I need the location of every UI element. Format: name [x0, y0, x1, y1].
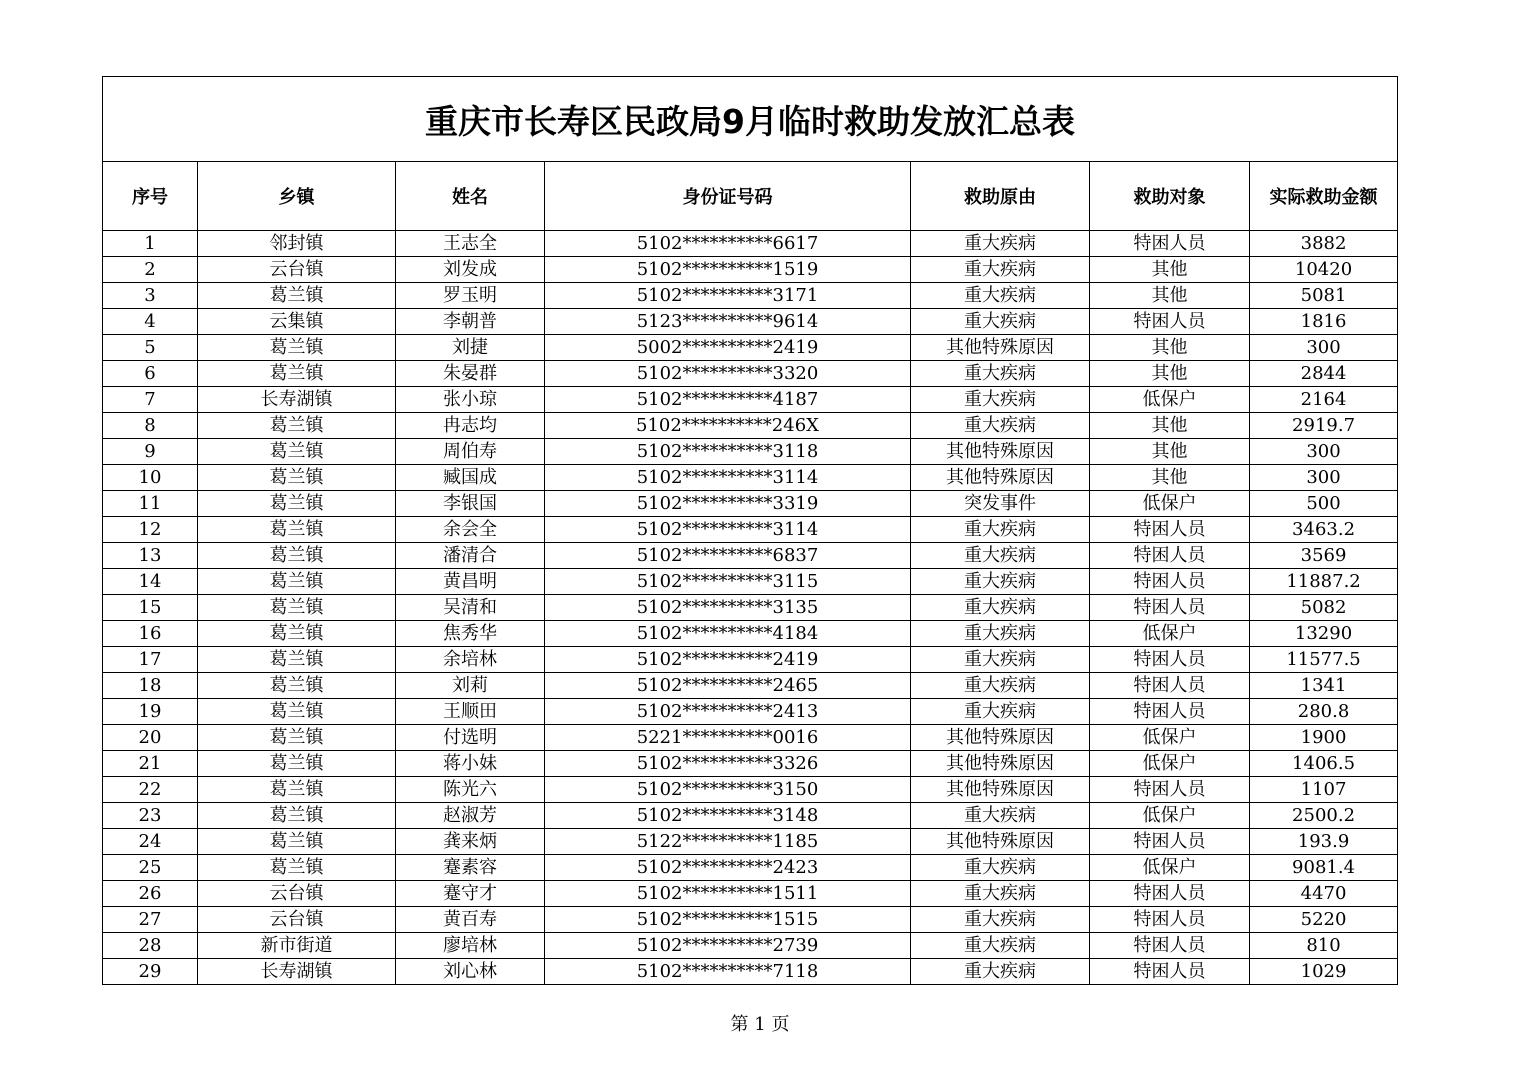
cell-recipient-type: 特困人员 [1090, 933, 1250, 959]
cell-index: 18 [103, 673, 198, 699]
cell-amount: 3569 [1250, 543, 1398, 569]
table-row [103, 959, 1398, 985]
cell-reason: 重大疾病 [911, 517, 1090, 543]
cell-index: 20 [103, 725, 198, 751]
cell-index: 22 [103, 777, 198, 803]
cell-index: 23 [103, 803, 198, 829]
cell-town: 葛兰镇 [198, 361, 396, 387]
cell-name: 廖培林 [396, 933, 545, 959]
cell-recipient-type: 特困人员 [1090, 543, 1250, 569]
cell-reason: 重大疾病 [911, 647, 1090, 673]
cell-recipient-type: 低保户 [1090, 725, 1250, 751]
cell-amount: 2500.2 [1250, 803, 1398, 829]
cell-amount: 1029 [1250, 959, 1398, 985]
cell-index: 25 [103, 855, 198, 881]
cell-id-number: 5102**********1519 [545, 257, 911, 283]
cell-reason: 其他特殊原因 [911, 777, 1090, 803]
cell-id-number: 5102**********3150 [545, 777, 911, 803]
cell-index: 4 [103, 309, 198, 335]
cell-town: 葛兰镇 [198, 751, 396, 777]
cell-id-number: 5102**********246X [545, 413, 911, 439]
cell-name: 周伯寿 [396, 439, 545, 465]
cell-amount: 10420 [1250, 257, 1398, 283]
cell-name: 张小琼 [396, 387, 545, 413]
cell-town: 云集镇 [198, 309, 396, 335]
cell-name: 刘心林 [396, 959, 545, 985]
cell-id-number: 5102**********7118 [545, 959, 911, 985]
header-recipient-type: 救助对象 [1090, 162, 1250, 231]
page-title: 重庆市长寿区民政局9月临时救助发放汇总表 [103, 77, 1398, 162]
cell-town: 葛兰镇 [198, 517, 396, 543]
cell-recipient-type: 其他 [1090, 361, 1250, 387]
cell-town: 葛兰镇 [198, 673, 396, 699]
cell-name: 罗玉明 [396, 283, 545, 309]
table-row [103, 257, 1398, 283]
cell-name: 王志全 [396, 231, 545, 257]
table-row [103, 231, 1398, 257]
table-body [103, 231, 1398, 985]
cell-name: 龚来炳 [396, 829, 545, 855]
table-row [103, 881, 1398, 907]
cell-amount: 5081 [1250, 283, 1398, 309]
cell-reason: 其他特殊原因 [911, 465, 1090, 491]
cell-index: 28 [103, 933, 198, 959]
cell-town: 葛兰镇 [198, 777, 396, 803]
cell-amount: 2164 [1250, 387, 1398, 413]
table-row [103, 647, 1398, 673]
cell-id-number: 5102**********3114 [545, 465, 911, 491]
cell-name: 余会全 [396, 517, 545, 543]
cell-id-number: 5102**********3135 [545, 595, 911, 621]
cell-id-number: 5102**********1511 [545, 881, 911, 907]
cell-name: 蹇守才 [396, 881, 545, 907]
header-id-number: 身份证号码 [545, 162, 911, 231]
table-row [103, 595, 1398, 621]
cell-index: 6 [103, 361, 198, 387]
cell-id-number: 5102**********2465 [545, 673, 911, 699]
cell-reason: 重大疾病 [911, 361, 1090, 387]
cell-index: 12 [103, 517, 198, 543]
cell-amount: 4470 [1250, 881, 1398, 907]
cell-index: 26 [103, 881, 198, 907]
cell-name: 蒋小妹 [396, 751, 545, 777]
cell-name: 李银国 [396, 491, 545, 517]
cell-reason: 重大疾病 [911, 413, 1090, 439]
cell-index: 7 [103, 387, 198, 413]
cell-amount: 2844 [1250, 361, 1398, 387]
cell-town: 葛兰镇 [198, 699, 396, 725]
cell-reason: 重大疾病 [911, 621, 1090, 647]
cell-name: 余培林 [396, 647, 545, 673]
cell-town: 葛兰镇 [198, 465, 396, 491]
cell-name: 李朝普 [396, 309, 545, 335]
cell-index: 24 [103, 829, 198, 855]
cell-index: 10 [103, 465, 198, 491]
cell-town: 葛兰镇 [198, 439, 396, 465]
table-row [103, 777, 1398, 803]
cell-index: 1 [103, 231, 198, 257]
cell-town: 云台镇 [198, 881, 396, 907]
cell-name: 黄百寿 [396, 907, 545, 933]
cell-id-number: 5102**********2423 [545, 855, 911, 881]
table-row [103, 907, 1398, 933]
cell-id-number: 5102**********3320 [545, 361, 911, 387]
cell-amount: 5220 [1250, 907, 1398, 933]
cell-recipient-type: 特困人员 [1090, 569, 1250, 595]
table-row [103, 725, 1398, 751]
cell-id-number: 5102**********2419 [545, 647, 911, 673]
cell-reason: 重大疾病 [911, 595, 1090, 621]
cell-id-number: 5102**********2413 [545, 699, 911, 725]
cell-id-number: 5102**********6617 [545, 231, 911, 257]
cell-reason: 突发事件 [911, 491, 1090, 517]
cell-reason: 重大疾病 [911, 257, 1090, 283]
cell-id-number: 5102**********3148 [545, 803, 911, 829]
cell-recipient-type: 特困人员 [1090, 595, 1250, 621]
cell-recipient-type: 其他 [1090, 283, 1250, 309]
table-row [103, 335, 1398, 361]
cell-town: 葛兰镇 [198, 829, 396, 855]
cell-amount: 11577.5 [1250, 647, 1398, 673]
cell-reason: 其他特殊原因 [911, 725, 1090, 751]
cell-name: 潘清合 [396, 543, 545, 569]
table-row [103, 439, 1398, 465]
cell-id-number: 5221**********0016 [545, 725, 911, 751]
table-row [103, 309, 1398, 335]
cell-name: 付选明 [396, 725, 545, 751]
cell-id-number: 5102**********3326 [545, 751, 911, 777]
cell-index: 27 [103, 907, 198, 933]
cell-amount: 500 [1250, 491, 1398, 517]
cell-amount: 1406.5 [1250, 751, 1398, 777]
cell-index: 16 [103, 621, 198, 647]
header-town: 乡镇 [198, 162, 396, 231]
header-name: 姓名 [396, 162, 545, 231]
cell-id-number: 5102**********3171 [545, 283, 911, 309]
header-index: 序号 [103, 162, 198, 231]
cell-town: 葛兰镇 [198, 803, 396, 829]
cell-reason: 重大疾病 [911, 699, 1090, 725]
cell-id-number: 5122**********1185 [545, 829, 911, 855]
cell-town: 葛兰镇 [198, 413, 396, 439]
cell-index: 29 [103, 959, 198, 985]
cell-reason: 重大疾病 [911, 231, 1090, 257]
cell-amount: 300 [1250, 465, 1398, 491]
cell-index: 2 [103, 257, 198, 283]
cell-reason: 其他特殊原因 [911, 439, 1090, 465]
cell-recipient-type: 特困人员 [1090, 699, 1250, 725]
cell-recipient-type: 低保户 [1090, 491, 1250, 517]
cell-id-number: 5102**********3319 [545, 491, 911, 517]
cell-index: 3 [103, 283, 198, 309]
cell-reason: 重大疾病 [911, 543, 1090, 569]
cell-recipient-type: 特困人员 [1090, 959, 1250, 985]
cell-index: 11 [103, 491, 198, 517]
cell-reason: 重大疾病 [911, 959, 1090, 985]
table-row [103, 673, 1398, 699]
cell-town: 新市街道 [198, 933, 396, 959]
cell-reason: 重大疾病 [911, 569, 1090, 595]
cell-town: 葛兰镇 [198, 855, 396, 881]
table-row [103, 699, 1398, 725]
cell-recipient-type: 特困人员 [1090, 517, 1250, 543]
cell-amount: 300 [1250, 335, 1398, 361]
cell-name: 刘发成 [396, 257, 545, 283]
cell-id-number: 5102**********3115 [545, 569, 911, 595]
cell-reason: 重大疾病 [911, 387, 1090, 413]
cell-town: 葛兰镇 [198, 621, 396, 647]
cell-town: 葛兰镇 [198, 595, 396, 621]
cell-name: 刘捷 [396, 335, 545, 361]
cell-reason: 重大疾病 [911, 881, 1090, 907]
cell-reason: 重大疾病 [911, 855, 1090, 881]
cell-reason: 重大疾病 [911, 283, 1090, 309]
cell-id-number: 5123**********9614 [545, 309, 911, 335]
cell-id-number: 5002**********2419 [545, 335, 911, 361]
cell-recipient-type: 低保户 [1090, 803, 1250, 829]
cell-town: 云台镇 [198, 257, 396, 283]
table-row [103, 361, 1398, 387]
cell-amount: 3463.2 [1250, 517, 1398, 543]
table-row [103, 491, 1398, 517]
cell-reason: 重大疾病 [911, 933, 1090, 959]
cell-town: 长寿湖镇 [198, 387, 396, 413]
cell-town: 葛兰镇 [198, 283, 396, 309]
cell-town: 葛兰镇 [198, 335, 396, 361]
table-row [103, 283, 1398, 309]
table-row [103, 751, 1398, 777]
table-row [103, 933, 1398, 959]
cell-town: 葛兰镇 [198, 491, 396, 517]
cell-recipient-type: 低保户 [1090, 621, 1250, 647]
cell-name: 刘莉 [396, 673, 545, 699]
cell-recipient-type: 特困人员 [1090, 647, 1250, 673]
table-row [103, 829, 1398, 855]
cell-recipient-type: 其他 [1090, 439, 1250, 465]
cell-amount: 1107 [1250, 777, 1398, 803]
table-row [103, 517, 1398, 543]
cell-recipient-type: 特困人员 [1090, 881, 1250, 907]
table-row [103, 569, 1398, 595]
cell-index: 15 [103, 595, 198, 621]
header-amount: 实际救助金额 [1250, 162, 1398, 231]
cell-id-number: 5102**********1515 [545, 907, 911, 933]
cell-name: 陈光六 [396, 777, 545, 803]
cell-id-number: 5102**********3118 [545, 439, 911, 465]
table-row [103, 465, 1398, 491]
cell-town: 葛兰镇 [198, 725, 396, 751]
cell-reason: 重大疾病 [911, 803, 1090, 829]
cell-reason: 重大疾病 [911, 673, 1090, 699]
cell-town: 葛兰镇 [198, 647, 396, 673]
relief-table [102, 76, 1398, 985]
cell-amount: 193.9 [1250, 829, 1398, 855]
cell-recipient-type: 其他 [1090, 335, 1250, 361]
cell-recipient-type: 低保户 [1090, 387, 1250, 413]
cell-reason: 其他特殊原因 [911, 335, 1090, 361]
table-row [103, 803, 1398, 829]
table-row [103, 543, 1398, 569]
cell-amount: 3882 [1250, 231, 1398, 257]
cell-name: 王顺田 [396, 699, 545, 725]
cell-index: 14 [103, 569, 198, 595]
cell-name: 赵淑芳 [396, 803, 545, 829]
cell-amount: 1900 [1250, 725, 1398, 751]
table-row [103, 413, 1398, 439]
cell-recipient-type: 特困人员 [1090, 829, 1250, 855]
cell-amount: 1341 [1250, 673, 1398, 699]
cell-recipient-type: 其他 [1090, 257, 1250, 283]
cell-name: 焦秀华 [396, 621, 545, 647]
cell-town: 邻封镇 [198, 231, 396, 257]
table-row [103, 387, 1398, 413]
cell-index: 17 [103, 647, 198, 673]
cell-name: 蹇素容 [396, 855, 545, 881]
cell-name: 黄昌明 [396, 569, 545, 595]
cell-index: 8 [103, 413, 198, 439]
cell-recipient-type: 特困人员 [1090, 907, 1250, 933]
cell-amount: 1816 [1250, 309, 1398, 335]
cell-id-number: 5102**********3114 [545, 517, 911, 543]
cell-index: 9 [103, 439, 198, 465]
cell-index: 13 [103, 543, 198, 569]
cell-amount: 9081.4 [1250, 855, 1398, 881]
cell-town: 云台镇 [198, 907, 396, 933]
cell-recipient-type: 特困人员 [1090, 309, 1250, 335]
cell-amount: 11887.2 [1250, 569, 1398, 595]
relief-summary-sheet [102, 76, 1397, 985]
cell-name: 冉志均 [396, 413, 545, 439]
header-row [103, 162, 1398, 231]
cell-amount: 280.8 [1250, 699, 1398, 725]
cell-id-number: 5102**********4184 [545, 621, 911, 647]
cell-index: 5 [103, 335, 198, 361]
cell-index: 21 [103, 751, 198, 777]
cell-recipient-type: 特困人员 [1090, 231, 1250, 257]
cell-reason: 其他特殊原因 [911, 751, 1090, 777]
cell-name: 吴清和 [396, 595, 545, 621]
cell-amount: 810 [1250, 933, 1398, 959]
cell-name: 臧国成 [396, 465, 545, 491]
cell-town: 长寿湖镇 [198, 959, 396, 985]
page-number: 第 1 页 [730, 1014, 790, 1035]
cell-recipient-type: 特困人员 [1090, 777, 1250, 803]
cell-amount: 300 [1250, 439, 1398, 465]
cell-recipient-type: 其他 [1090, 465, 1250, 491]
cell-amount: 5082 [1250, 595, 1398, 621]
cell-id-number: 5102**********6837 [545, 543, 911, 569]
cell-recipient-type: 低保户 [1090, 855, 1250, 881]
cell-name: 朱晏群 [396, 361, 545, 387]
cell-town: 葛兰镇 [198, 543, 396, 569]
cell-reason: 其他特殊原因 [911, 829, 1090, 855]
cell-town: 葛兰镇 [198, 569, 396, 595]
cell-recipient-type: 其他 [1090, 413, 1250, 439]
cell-recipient-type: 特困人员 [1090, 673, 1250, 699]
cell-recipient-type: 低保户 [1090, 751, 1250, 777]
cell-id-number: 5102**********2739 [545, 933, 911, 959]
cell-amount: 2919.7 [1250, 413, 1398, 439]
cell-amount: 13290 [1250, 621, 1398, 647]
table-row [103, 621, 1398, 647]
cell-reason: 重大疾病 [911, 309, 1090, 335]
cell-id-number: 5102**********4187 [545, 387, 911, 413]
cell-index: 19 [103, 699, 198, 725]
table-row [103, 855, 1398, 881]
cell-reason: 重大疾病 [911, 907, 1090, 933]
header-reason: 救助原由 [911, 162, 1090, 231]
